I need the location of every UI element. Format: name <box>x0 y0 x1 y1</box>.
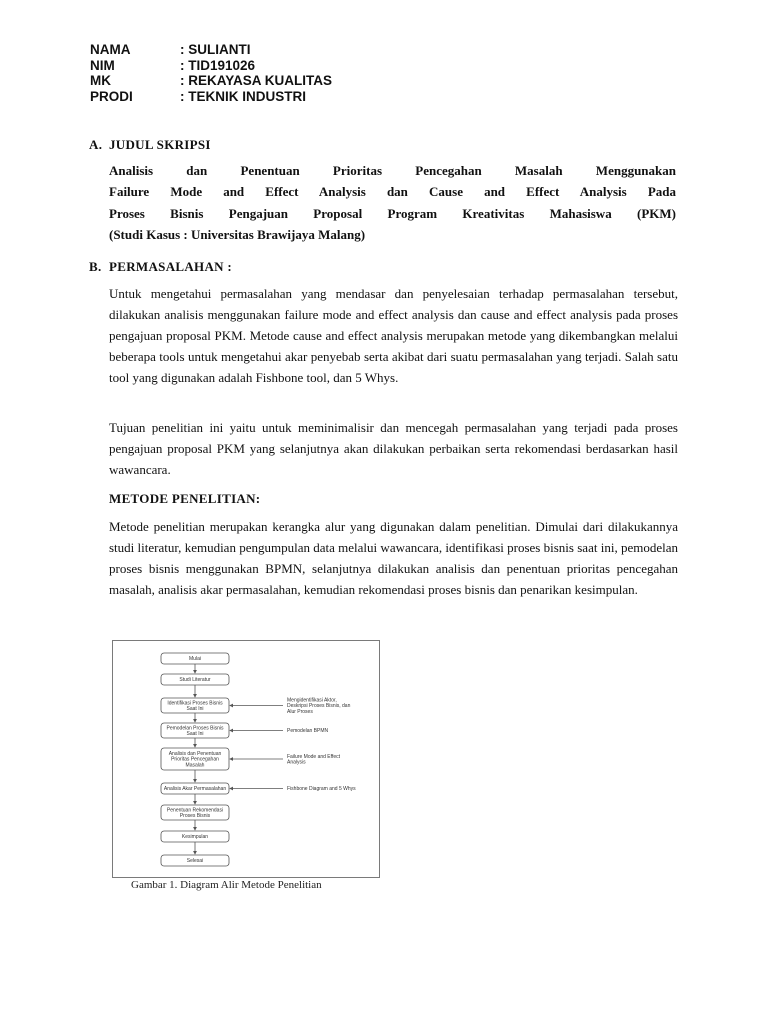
flowchart-note-text: Failure Mode and Effect <box>287 753 340 760</box>
figure-caption: Gambar 1. Diagram Alir Metode Penelitian <box>131 879 322 891</box>
flowchart-step-label: Proses Bisnis <box>179 813 211 820</box>
identity-row-prodi <box>90 89 332 105</box>
identity-value: : TEKNIK INDUSTRI <box>180 88 306 104</box>
section-b-heading <box>89 259 232 275</box>
identity-value: : TID191026 <box>180 57 256 73</box>
thesis-title-line: Proses Bisnis Pengajuan Proposal Program Kreativitas Mahasiswa (PKM) <box>109 205 676 221</box>
thesis-title-line: Analisis dan Penentuan Prioritas Pencegahan Masalah Menggunakan <box>109 163 676 178</box>
flowchart-step-label: Saat Ini <box>186 706 204 713</box>
section-letter: A. <box>89 137 103 152</box>
flowchart-note-text: Alur Proses <box>287 709 313 715</box>
flowchart-step-label: Kesimpulan <box>181 834 209 841</box>
thesis-title-line: Failure Mode and Effect Analysis dan Cause and Effect Analysis Pada <box>109 184 676 200</box>
section-a-heading <box>89 137 211 153</box>
flowchart-step-label: Pemodelan Proses Bisnis <box>166 725 224 732</box>
flowchart-step-label: Analisis Akar Permasalahan <box>163 786 227 793</box>
flowchart-step-label: Identifikasi Proses Bisnis <box>167 700 223 707</box>
identity-row-nim <box>90 58 332 74</box>
flowchart-step-label: Selesai <box>186 858 204 865</box>
flowchart-svg <box>113 641 379 877</box>
paragraph-permasalahan-1: Untuk mengetahui permasalahan yang mendasar dan penyelesaian terhadap permasalahan tersebut, dilakukan analisis menggunakan failure mode and effect analysis dan cause and effect analysis pada proses pengajuan proposal PKM. Metode cause and effect analysis merupakan metode yang dikembangkan melalui beberapa tools untuk mengetahui akar penyebab serta akibat dari suatu permasalahan yang terjadi. Salah satu tool yang digunakan adalah Fishbone tool, dan 5 Whys. <box>109 286 678 385</box>
identity-value: : SULIANTI <box>180 42 251 57</box>
flowchart-step-label: Analisis dan Penentuan <box>168 750 222 757</box>
flowchart-note-text: Pemodelan BPMN <box>287 728 329 735</box>
flowchart-step-label: Mulai <box>189 656 201 663</box>
flowchart-note-text: Deskripsi Proses Bisnis, dan <box>287 703 351 710</box>
paragraph-permasalahan-2: Tujuan penelitian ini yaitu untuk meminimalisir dan mencegah permasalahan yang terjadi pada proses pengajuan proposal PKM yang selanjutnya akan dilakukan perbaikan serta rekomendasi berdasarkan hasil wawancara. <box>109 420 678 477</box>
section-letter: B. <box>89 259 102 274</box>
section-title: JUDUL SKRIPSI <box>109 137 211 152</box>
thesis-title-line: (Studi Kasus : Universitas Brawijaya Malang) <box>109 227 366 243</box>
section-title: PERMASALAHAN : <box>109 259 233 274</box>
identity-value: : REKAYASA KUALITAS <box>180 73 333 88</box>
flowchart-step-label: Prioritas Pencegahan <box>171 756 219 763</box>
identity-row-name <box>90 42 332 58</box>
flowchart-note-text: Fishbone Diagram and 5 Whys <box>287 786 356 793</box>
paragraph-metode: Metode penelitian merupakan kerangka alur yang digunakan dalam penelitian. Dimulai dari dilakukannya studi literatur, kemudian pengumpulan data melalui wawancara, identifikasi proses bisnis saat ini, pemodelan proses bisnis menggunakan BPMN, selanjutnya dilakukan analisis dan penentuan prioritas pencegahan masalah, analisis akar permasalahan, kemudian rekomendasi proses bisnis dan penarikan kesimpulan. <box>109 519 678 597</box>
flowchart-note-text: Mengidentifikasi Aktor, <box>287 697 337 704</box>
identity-label: NIM <box>90 57 115 73</box>
identity-label: NAMA <box>90 42 131 57</box>
identity-label: PRODI <box>90 88 133 104</box>
flowchart-step-label: Masalah <box>185 762 205 769</box>
flowchart-step-label: Studi Literatur <box>179 677 211 684</box>
identity-block <box>90 42 332 104</box>
flowchart-note-text: Analysis <box>287 759 306 766</box>
metode-heading: METODE PENELITIAN: <box>109 491 261 506</box>
flowchart-figure <box>112 640 380 878</box>
thesis-title <box>109 160 676 246</box>
flowchart-step-label: Penentuan Rekomendasi <box>166 807 224 814</box>
identity-row-mk <box>90 73 332 89</box>
identity-label: MK <box>90 73 111 88</box>
flowchart-step-label: Saat Ini <box>186 731 204 738</box>
